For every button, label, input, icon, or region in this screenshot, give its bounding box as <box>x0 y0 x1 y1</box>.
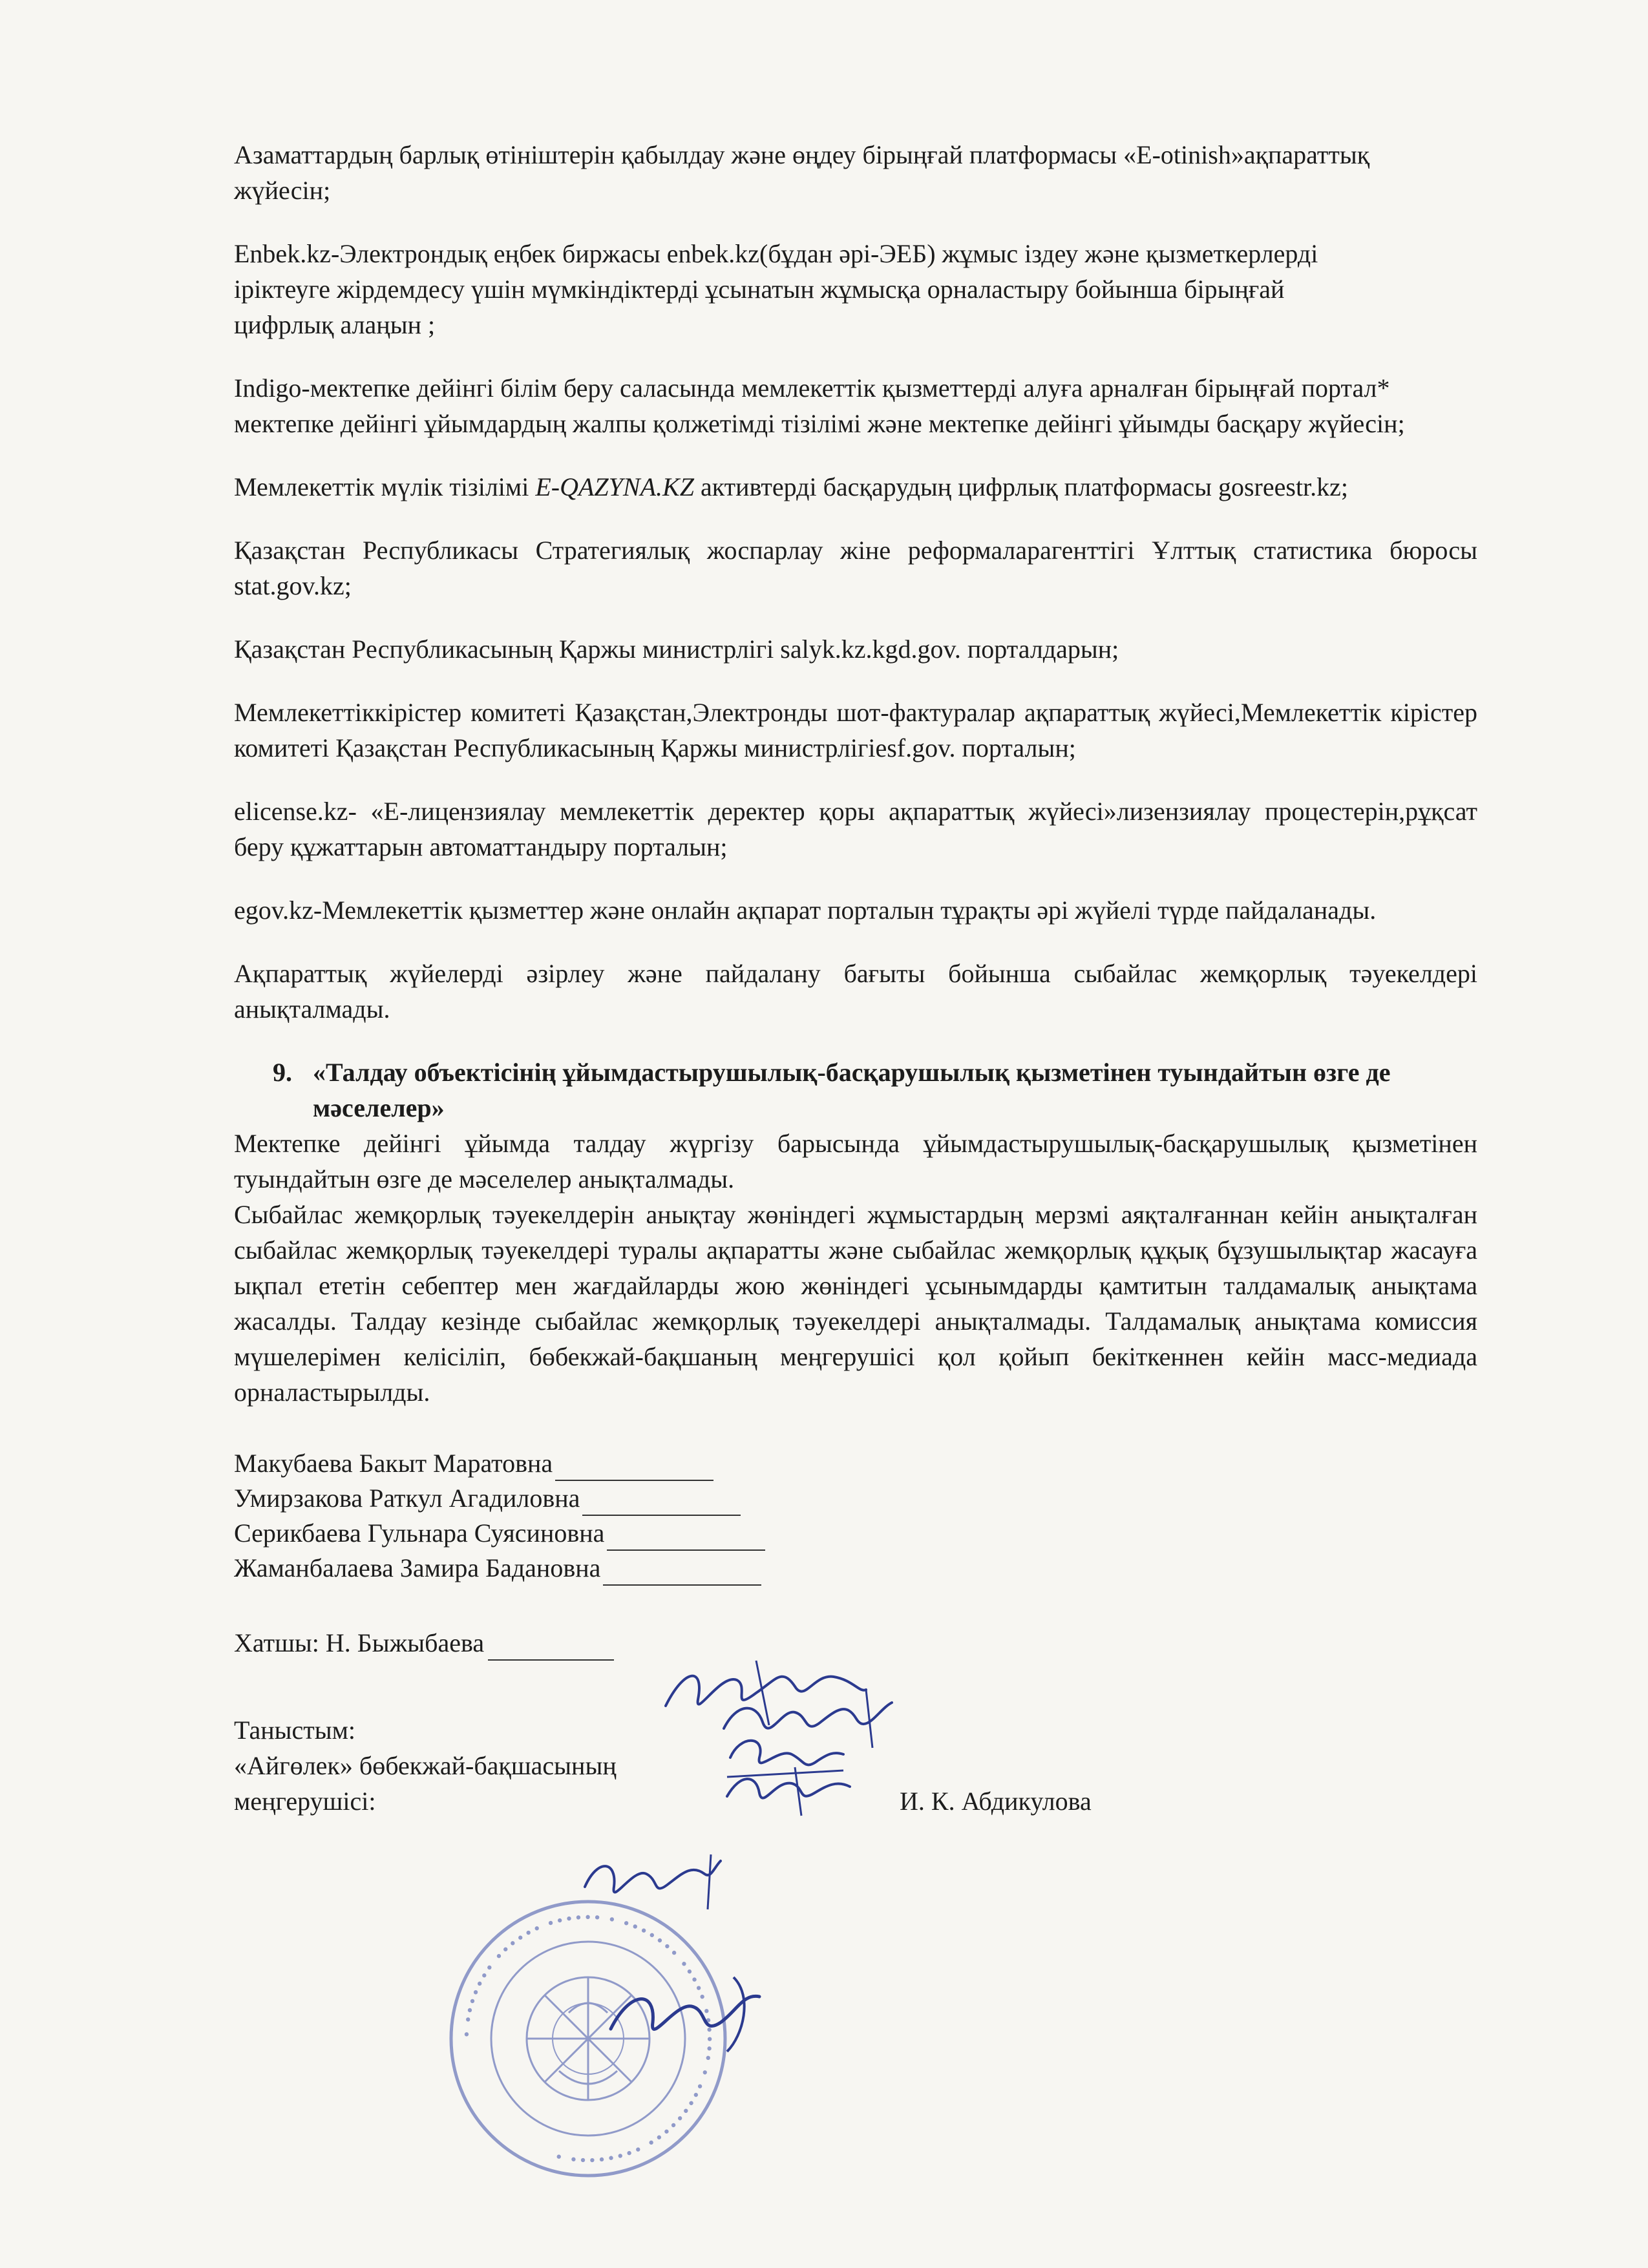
secretary-name: Хатшы: Н. Быжыбаева <box>234 1628 485 1657</box>
signature-line <box>607 1525 765 1551</box>
signature-5-icon <box>578 1848 727 1913</box>
signer-name: Умирзакова Раткул Агадиловна <box>234 1484 580 1513</box>
commission-signers <box>234 1445 1477 1585</box>
signature-director-icon <box>604 1971 772 2055</box>
paragraph-eqazyna <box>234 469 1449 505</box>
signer-name: Жаманбалаева Замира Бадановна <box>234 1553 601 1582</box>
signer-name: Макубаева Бакыт Маратовна <box>234 1449 553 1478</box>
paragraph-egov: egov.kz-Мемлекеттік қызметтер және онлайн ақпарат порталын тұрақты әрі жүйелі түрде пайдаланады. <box>234 896 1377 925</box>
ack-position: меңгерушісі: <box>234 1787 376 1816</box>
ack-label: Таныстым: <box>234 1716 356 1745</box>
section-title: «Талдау объектісінің ұйымдастырушылық-басқарушылық қызметінен туындайтын өзге де мәселелер» <box>313 1058 1391 1122</box>
signature-line <box>603 1560 761 1586</box>
paragraph-eqazyna-before: Мемлекеттік мүлік тізілімі <box>234 472 536 501</box>
paragraph-risks: Ақпараттық жүйелерді әзірлеу және пайдалану бағыты бойынша сыбайлас жемқорлық тәуекелдері анықталмады. <box>234 959 1477 1024</box>
signature-4-icon <box>717 1758 860 1819</box>
paragraph-enbek: Enbek.kz-Электрондық еңбек биржасы enbek.kz(бұдан әрі-ЭЕБ) жұмыс іздеу және қызметкерлерді іріктеуге жірдемдесу үшін мүмкіндіктерді ұсынатын жұмысқа орналастыру бойынша бірыңғай цифрлық алаңын ; <box>234 239 1318 339</box>
section-number: 9. <box>273 1058 292 1087</box>
svg-text:• ••••••• •••••• •••••• • ••••: • ••••••• •••••• •••••• • ••••••• ••••• •••••• • ••••••••• •••••••• • <box>459 1909 717 2168</box>
paragraph-esf: Мемлекеттіккірістер комитеті Қазақстан,Электронды шот-фактуралар ақпараттық жүйесі,Мемлекеттік кірістер комитеті Қазақстан Республикасының Қаржы министрлігіesf.gov. порталын; <box>234 698 1477 762</box>
signature-line <box>555 1455 713 1481</box>
section-paragraph-2: Сыбайлас жемқорлық тәуекелдерін анықтау жөніндегі жұмыстардың мерзмі аяқталғаннан кейін анықталған сыбайлас жемқорлық тәуекелдері туралы ақпаратты және сыбайлас жемқорлық құқық бұзушылықтар жасауға ықпал ететін себептер мен жағдайларды жою жөніндегі ұсынымдарды қамтитын талдамалық анықтама жасалды. Талдау кезінде сыбайлас жемқорлық тәуекелдері анықталмады. Талдамалық анықтама комиссия мүшелерімен келісіліп, бөбекжай-бақшаның меңгерушісі қол қойып бекіткеннен кейін масс-медиада орналастырылды. <box>234 1200 1477 1407</box>
signer-row <box>234 1515 1477 1550</box>
paragraph-salyk: Қазақстан Республикасының Қаржы министрлігі salyk.kz.kgd.gov. порталдарын; <box>234 635 1119 664</box>
signature-line <box>488 1635 614 1661</box>
paragraph-eqazyna-italic: E-QAZYNA.KZ <box>535 472 694 501</box>
paragraph-stat: Қазақстан Республикасы Стратегиялық жоспарлау жіне реформаларагенттігі Ұлттық статистика бюросы stat.gov.kz; <box>234 536 1477 600</box>
section-paragraph-1: Мектепке дейінгі ұйымда талдау жүргізу барысында ұйымдастырушылық-басқарушылық қызметінен туындайтын өзге де мәселелер анықталмады. <box>234 1129 1477 1193</box>
ack-org: «Айгөлек» бөбекжай-бақшасының <box>234 1751 617 1780</box>
signer-row <box>234 1550 1477 1585</box>
signer-row <box>234 1480 1477 1515</box>
paragraph-eqazyna-after: активтерді басқарудың цифрлық платформасы gosreestr.kz; <box>693 472 1349 501</box>
signer-name: Серикбаева Гульнара Суясиновна <box>234 1518 605 1548</box>
signer-row <box>234 1445 1477 1480</box>
paragraph-indigo: Indigo-мектепке дейінгі білім беру саласында мемлекеттік қызметтерді алуға арналған бірыңғай портал* мектепке дейінгі ұйымдардың жалпы қолжетімді тізілімі және мектепке дейінгі ұйымды басқару жүйесін; <box>234 373 1405 438</box>
paragraph-elicense: elicense.kz- «Е-лицензиялау мемлекеттік деректер қоры ақпараттық жүйесі»лизензиялау процестерін,рұқсат беру құжаттарын автоматтандыру порталын; <box>234 797 1477 861</box>
section-heading <box>234 1055 1423 1126</box>
document-body <box>234 137 1477 1819</box>
paragraph-eotinish: Азаматтардың барлық өтініштерін қабылдау және өңдеу бірыңғай платформасы «Е-otinish»ақпараттық жүйесін; <box>234 140 1370 205</box>
director-name: И. К. Абдикулова <box>900 1787 1092 1816</box>
signature-line <box>582 1490 741 1516</box>
